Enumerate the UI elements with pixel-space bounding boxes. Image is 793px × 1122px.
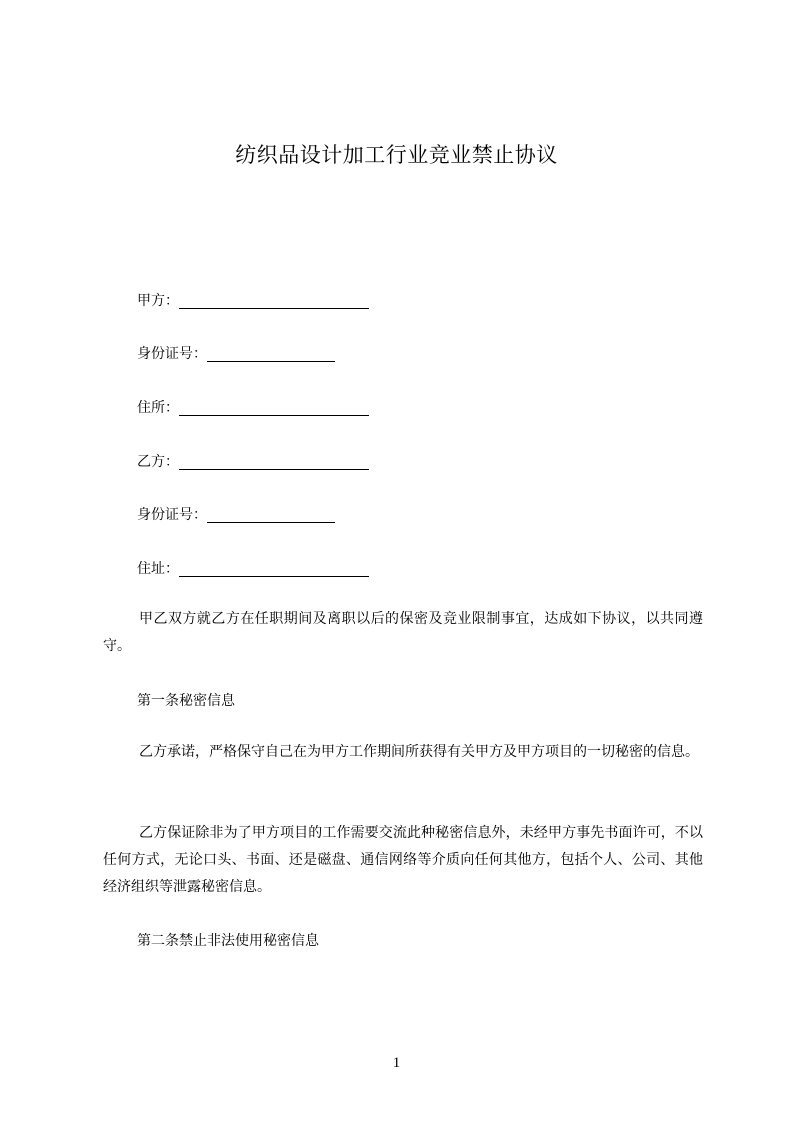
party-a-blank	[179, 291, 369, 309]
party-b-id-field	[137, 505, 335, 525]
party-b-address-label: 住址：	[137, 561, 179, 577]
party-b-address-blank	[179, 559, 369, 577]
party-a-id-field	[137, 344, 335, 364]
party-a-id-label: 身份证号：	[137, 346, 207, 362]
article-1-paragraph-1: 乙方承诺，严格保守自己在为甲方工作期间所获得有关甲方及甲方项目的一切秘密的信息。	[139, 744, 699, 760]
party-a-label: 甲方：	[137, 293, 179, 309]
article-1-paragraph-2: 乙方保证除非为了甲方项目的工作需要交流此种秘密信息外，未经甲方事先书面许可，不以任何方式，无论口头、书面、还是磁盘、通信网络等介质向任何其他方，包括个人、公司、其他经济组织等泄露秘密信息。	[103, 825, 703, 895]
party-b-id-label: 身份证号：	[137, 507, 207, 523]
party-b-id-blank	[207, 505, 335, 523]
party-a-residence-field	[137, 398, 369, 418]
party-a-field	[137, 291, 369, 311]
party-b-label: 乙方：	[137, 454, 179, 470]
party-a-residence-blank	[179, 398, 369, 416]
party-a-id-blank	[207, 344, 335, 362]
page-number: 1	[392, 1055, 401, 1071]
party-b-field	[137, 452, 369, 472]
party-b-address-field	[137, 559, 369, 579]
article-1-heading: 第一条秘密信息	[137, 693, 235, 709]
party-a-residence-label: 住所：	[137, 400, 179, 416]
document-title: 纺织品设计加工行业竞业禁止协议	[235, 143, 558, 167]
party-b-blank	[179, 452, 369, 470]
article-2-heading: 第二条禁止非法使用秘密信息	[137, 933, 319, 949]
intro-paragraph: 甲乙双方就乙方在任职期间及离职以后的保密及竞业限制事宜，达成如下协议，以共同遵守。	[103, 611, 703, 654]
